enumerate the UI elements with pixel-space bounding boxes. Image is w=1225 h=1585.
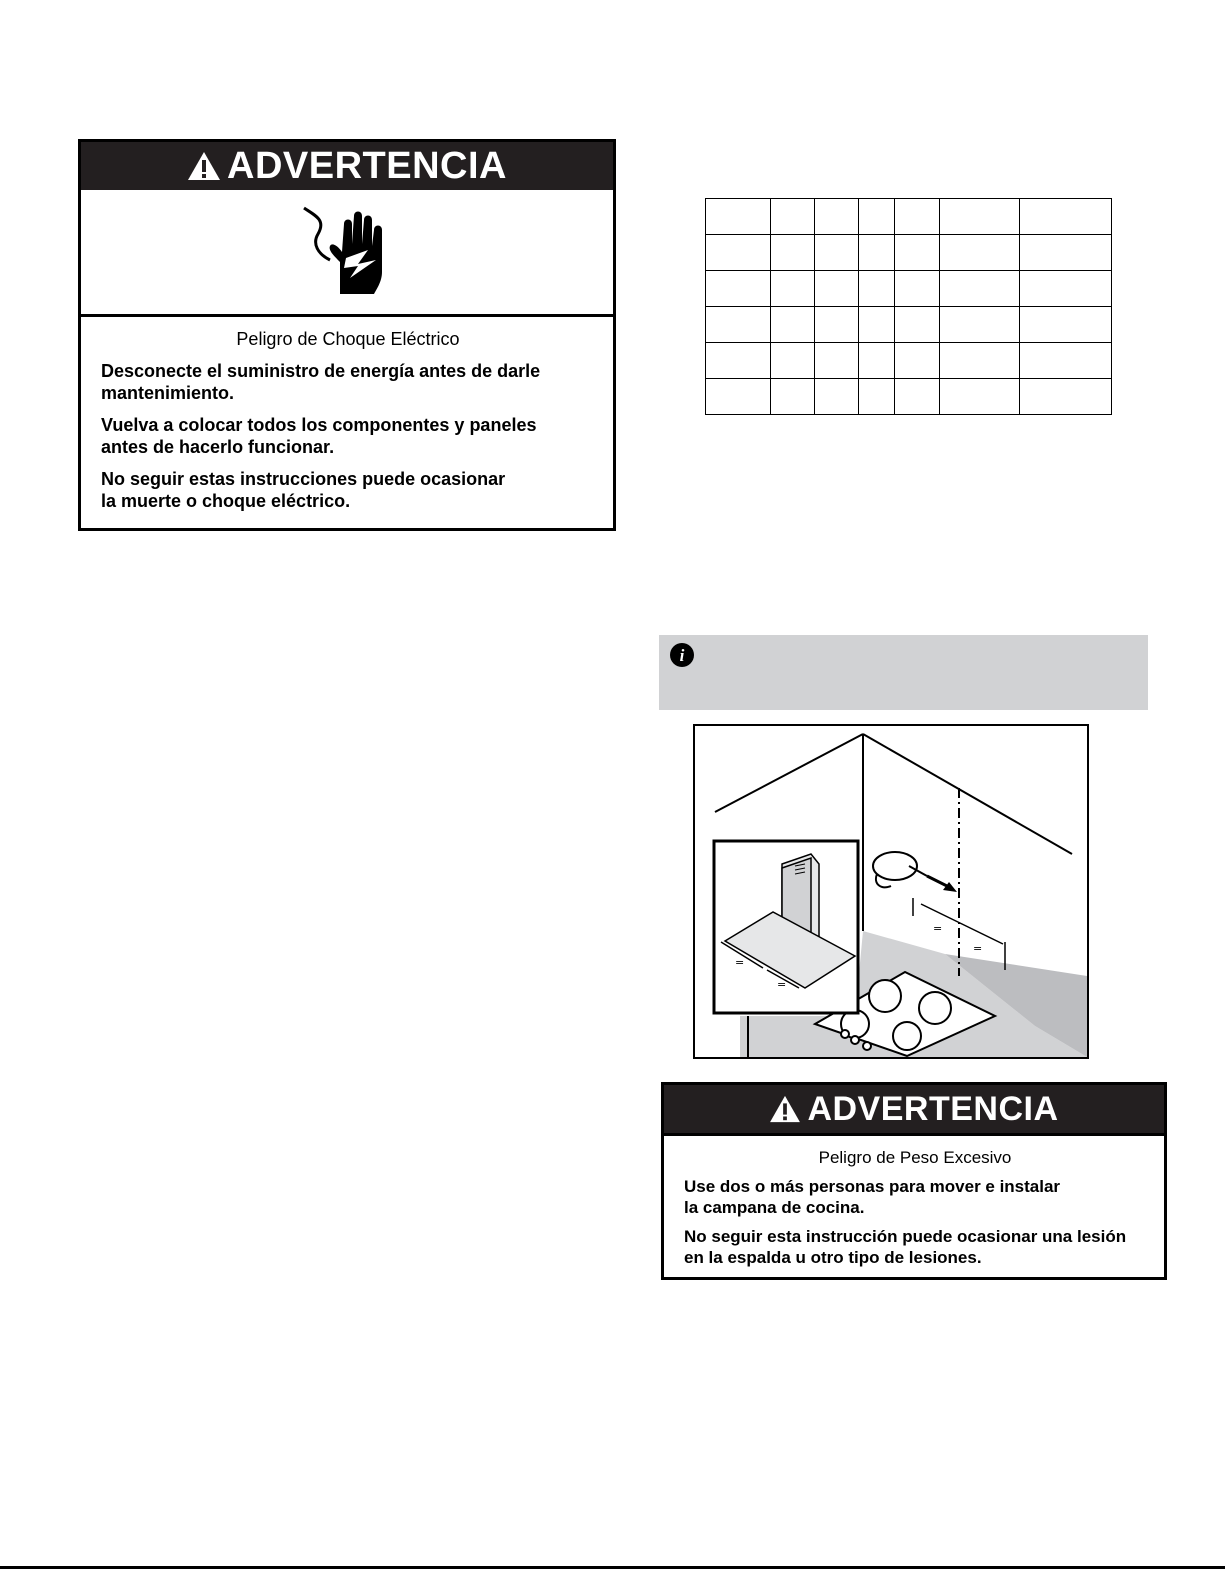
table-cell bbox=[771, 199, 815, 235]
table-cell bbox=[706, 235, 771, 271]
warning-instruction-2 bbox=[101, 414, 595, 458]
table-cell bbox=[771, 379, 815, 415]
table-cell bbox=[815, 235, 859, 271]
table-cell bbox=[859, 235, 895, 271]
table-cell bbox=[940, 343, 1020, 379]
equal-mark: = bbox=[973, 942, 983, 955]
table-cell bbox=[859, 307, 895, 343]
table-cell bbox=[895, 307, 940, 343]
hazard-icon-area bbox=[81, 190, 613, 317]
table-cell bbox=[815, 379, 859, 415]
table-row bbox=[706, 343, 1112, 379]
warning-text-line: antes de hacerlo funcionar. bbox=[101, 437, 335, 457]
warning-text-line: la campana de cocina. bbox=[684, 1198, 865, 1217]
table-row bbox=[706, 307, 1112, 343]
table-cell bbox=[895, 379, 940, 415]
table-cell bbox=[859, 199, 895, 235]
info-note-bar bbox=[659, 635, 1148, 710]
electric-shock-warning bbox=[78, 139, 616, 531]
warning-title: Peligro de Peso Excesivo bbox=[818, 1148, 1012, 1167]
equal-mark: = bbox=[777, 978, 787, 991]
warning-text-line: No seguir estas instrucciones puede ocasionar bbox=[101, 469, 506, 489]
warning-header-text: ADVERTENCIA bbox=[807, 1089, 1059, 1128]
excessive-weight-warning bbox=[661, 1082, 1167, 1280]
warning-title: Peligro de Choque Eléctrico bbox=[236, 329, 460, 349]
table-cell bbox=[771, 271, 815, 307]
warning-text-line: la muerte o choque eléctrico. bbox=[101, 491, 351, 511]
table-cell bbox=[815, 343, 859, 379]
warning-header bbox=[81, 142, 613, 190]
table-cell bbox=[895, 271, 940, 307]
warning-instruction-2 bbox=[684, 1226, 1146, 1268]
warning-body bbox=[81, 317, 613, 512]
equal-mark: = bbox=[735, 956, 745, 969]
table-cell bbox=[771, 307, 815, 343]
table-row bbox=[706, 235, 1112, 271]
range-hood-marking-drawing bbox=[695, 726, 1087, 1057]
table-cell bbox=[706, 379, 771, 415]
warning-header bbox=[664, 1085, 1164, 1133]
table-cell bbox=[815, 307, 859, 343]
table-cell bbox=[895, 343, 940, 379]
table-cell bbox=[1020, 235, 1112, 271]
table-cell bbox=[771, 343, 815, 379]
table-cell bbox=[859, 343, 895, 379]
table-cell bbox=[1020, 343, 1112, 379]
info-icon bbox=[669, 642, 695, 668]
table-cell bbox=[771, 235, 815, 271]
table-cell bbox=[940, 379, 1020, 415]
warning-instruction-1 bbox=[101, 360, 595, 404]
table-cell bbox=[895, 199, 940, 235]
table-cell bbox=[940, 235, 1020, 271]
table-cell bbox=[706, 307, 771, 343]
table-cell bbox=[706, 199, 771, 235]
equal-mark: = bbox=[933, 922, 943, 935]
warning-text-line: mantenimiento. bbox=[101, 383, 235, 403]
warning-text-line: en la espalda u otro tipo de lesiones. bbox=[684, 1248, 982, 1267]
warning-text-line: Vuelva a colocar todos los componentes y paneles bbox=[101, 415, 537, 435]
warning-triangle-icon bbox=[187, 151, 221, 181]
table-cell bbox=[1020, 379, 1112, 415]
table-cell bbox=[1020, 271, 1112, 307]
table-row bbox=[706, 271, 1112, 307]
table-cell bbox=[706, 271, 771, 307]
table-cell bbox=[815, 199, 859, 235]
table-cell bbox=[859, 271, 895, 307]
hood-inset-drawing bbox=[714, 841, 858, 1013]
warning-instruction-1 bbox=[684, 1176, 1146, 1218]
warning-text-line: No seguir esta instrucción puede ocasionar una lesión bbox=[684, 1227, 1127, 1246]
table-cell bbox=[706, 343, 771, 379]
table-cell bbox=[859, 379, 895, 415]
electric-shock-hand-icon bbox=[292, 202, 402, 302]
svg-text:i: i bbox=[679, 646, 685, 665]
installation-illustration bbox=[693, 724, 1089, 1059]
empty-specification-table bbox=[705, 198, 1112, 415]
table-cell bbox=[940, 271, 1020, 307]
table-cell bbox=[940, 199, 1020, 235]
table-row bbox=[706, 199, 1112, 235]
table-row bbox=[706, 379, 1112, 415]
table-cell bbox=[1020, 307, 1112, 343]
table-cell bbox=[895, 235, 940, 271]
warning-triangle-icon bbox=[769, 1095, 801, 1123]
table-cell bbox=[1020, 199, 1112, 235]
warning-text-line: Use dos o más personas para mover e instalar bbox=[684, 1177, 1061, 1196]
warning-header-text: ADVERTENCIA bbox=[227, 144, 507, 187]
marking-hand-icon bbox=[873, 852, 957, 892]
warning-text-line: Desconecte el suministro de energía antes de darle bbox=[101, 361, 541, 381]
warning-body bbox=[664, 1133, 1164, 1268]
warning-instruction-3 bbox=[101, 468, 595, 512]
table-cell bbox=[815, 271, 859, 307]
table-cell bbox=[940, 307, 1020, 343]
page-bottom-rule bbox=[0, 1566, 1225, 1569]
